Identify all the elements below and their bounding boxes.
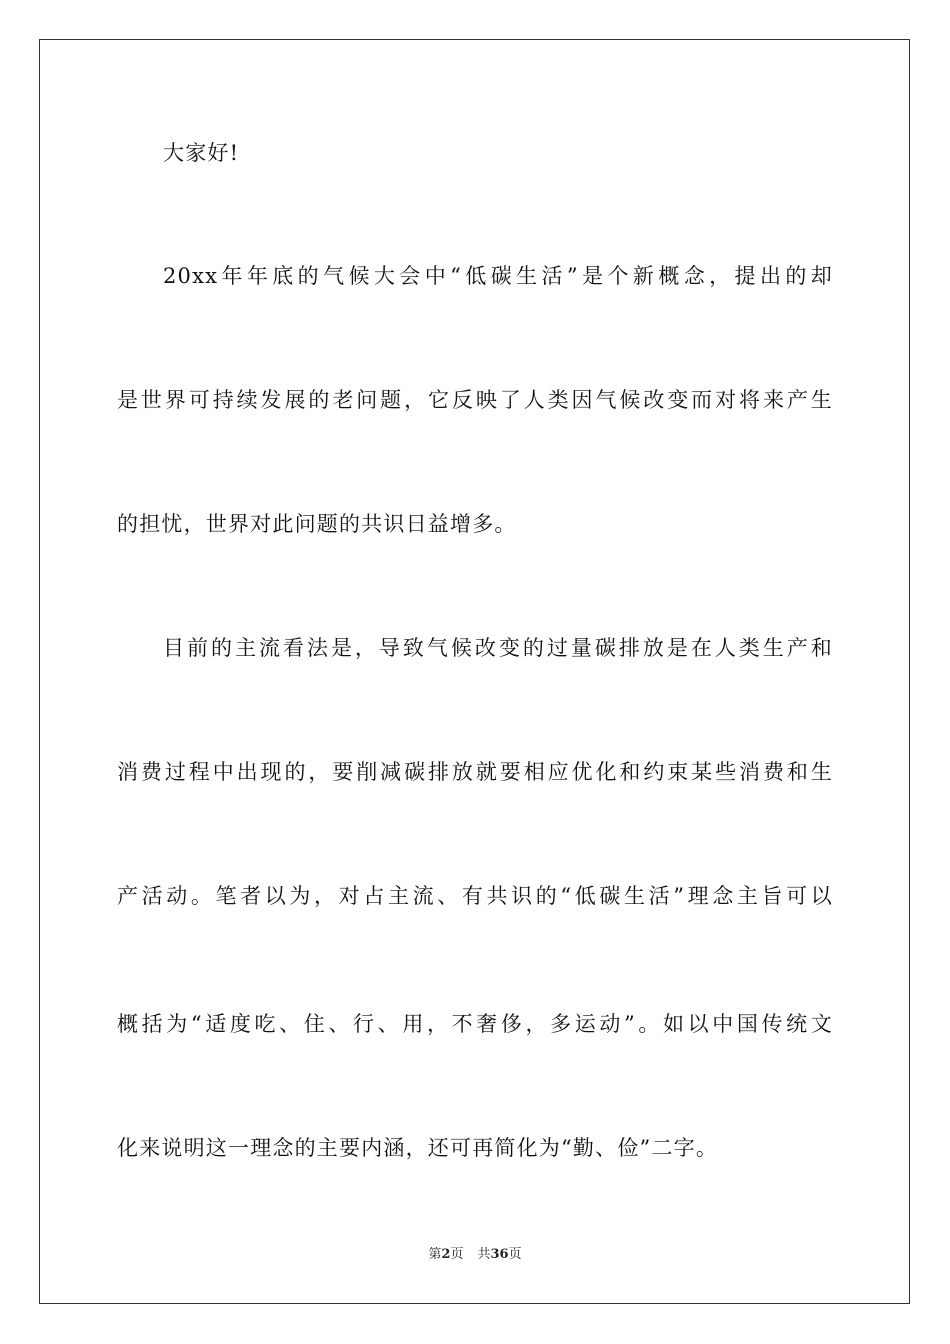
paragraph-1-line-2: 是世界可持续发展的老问题，它反映了人类因气候改变而对将来产生: [117, 388, 833, 412]
total-prefix: 共: [477, 1247, 491, 1262]
paragraph-2-line-3: 产活动。笔者以为，对占主流、有共识的“低碳生活”理念主旨可以: [117, 884, 833, 908]
paragraph-2-line-1: 目前的主流看法是，导致气候改变的过量碳排放是在人类生产和: [163, 636, 833, 660]
total-suffix: 页: [508, 1247, 522, 1262]
page-footer: [0, 1246, 950, 1264]
page-number: 2: [441, 1247, 451, 1262]
paragraph-2-line-5: 化来说明这一理念的主要内涵，还可再简化为“勤、俭”二字。: [117, 1136, 719, 1160]
paragraph-2-line-2: 消费过程中出现的，要削减碳排放就要相应优化和约束某些消费和生: [117, 760, 833, 784]
page-prefix: 第: [428, 1247, 442, 1262]
total-pages: 36: [490, 1247, 509, 1262]
page-border: [39, 39, 910, 1304]
greeting-line: 大家好!: [163, 141, 240, 165]
paragraph-1-line-3: 的担忧，世界对此问题的共识日益增多。: [117, 512, 517, 536]
page-suffix: 页: [450, 1247, 464, 1262]
paragraph-1-line-1: 20xx年年底的气候大会中“低碳生活”是个新概念，提出的却: [163, 264, 833, 288]
paragraph-2-line-4: 概括为“适度吃、住、行、用，不奢侈，多运动”。如以中国传统文: [117, 1012, 833, 1036]
